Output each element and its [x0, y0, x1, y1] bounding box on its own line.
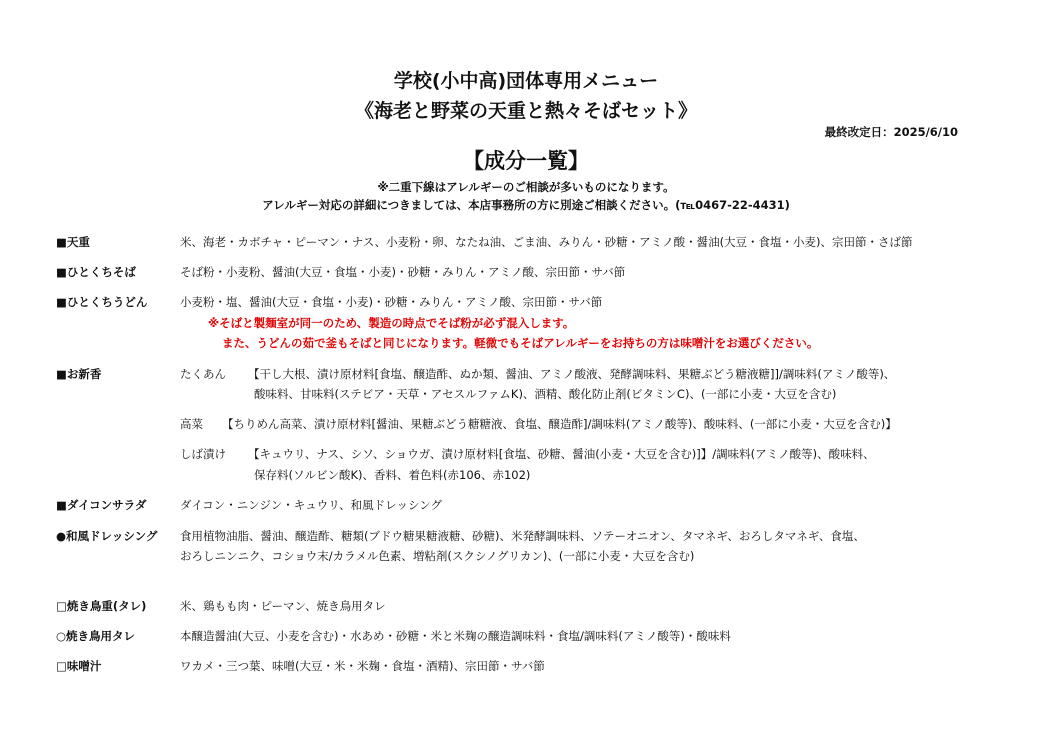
oshinko-shiba-line2: 保存料(ソルビン酸K)、香料、着色料(赤106、赤102) [254, 468, 531, 482]
item-label-tare: ○焼き鳥用タレ [56, 629, 136, 643]
item-ingredients-tenju: 米、海老・カボチャ・ピーマン・ナス、小麦粉・卵、なたね油、ごま油、みりん・砂糖・アミノ酸・醤油(大豆・食塩・小麦)、宗田節・さば節 [180, 235, 913, 249]
contact-note: アレルギー対応の詳細につきましては、本店事務所の方に別途ご相談ください。(℡0467-22-4431) [262, 198, 790, 212]
allergy-note: ※二重下線はアレルギーのご相談が多いものになります。 [377, 180, 675, 194]
oshinko-takuan-line2: 酸味料、甘味料(ステビア・天草・アセスルファムK)、酒精、酸化防止剤(ビタミンC)、(一部に小麦・大豆を含む) [254, 387, 837, 401]
item-label-tenju: ■天重 [56, 235, 90, 249]
udon-warning-line2: また、うどんの茹で釜もそばと同じになります。軽微でもそばアレルギーをお持ちの方は味噌汁をお選びください。 [222, 336, 819, 350]
item-ingredients-tare: 本醸造醤油(大豆、小麦を含む)・水あめ・砂糖・米と米麹の醸造調味料・食塩/調味料(アミノ酸等)・酸味料 [180, 629, 731, 643]
item-ingredients-salad: ダイコン・ニンジン・キュウリ、和風ドレッシング [180, 498, 443, 512]
item-ingredients-dressing-line2: おろしニンニク、コショウ末/カラメル色素、増粘剤(スクシノグリカン)、(一部に小麦・大豆を含む) [180, 549, 695, 563]
revision-date: 最終改定日：2025/6/10 [824, 125, 958, 139]
page-title-line2: 《海老と野菜の天重と熱々そばセット》 [354, 100, 697, 122]
oshinko-shiba-name: しば漬け [180, 447, 226, 461]
oshinko-shiba-line1: 【キュウリ、ナス、シソ、ショウガ、漬け原材料[食塩、砂糖、醤油(小麦・大豆を含む)]】/調味料(アミノ酸等)、酸味料、 [248, 447, 875, 461]
item-label-udon: ■ひとくちうどん [56, 295, 148, 309]
item-label-salad: ■ダイコンサラダ [56, 498, 147, 512]
oshinko-takuan-name: たくあん [180, 367, 226, 381]
oshinko-takana-line1: 【ちりめん高菜、漬け原材料[醤油、果糖ぶどう糖糖液、食塩、醸造酢]/調味料(アミノ酸等)、酸味料、(一部に小麦・大豆を含む)】 [222, 417, 897, 431]
oshinko-takuan-line1: 【干し大根、漬け原材料[食塩、醸造酢、ぬか類、醤油、アミノ酸液、発酵調味料、果糖ぶどう糖液糖]]/調味料(アミノ酸等)、 [248, 367, 896, 381]
item-label-yakitori: □焼き鳥重(タレ) [56, 599, 147, 613]
item-label-dressing: ●和風ドレッシング [56, 529, 158, 543]
item-label-miso: □味噌汁 [56, 659, 102, 673]
oshinko-takana-name: 高菜 [180, 417, 203, 431]
item-ingredients-yakitori: 米、鶏もも肉・ピーマン、焼き鳥用タレ [180, 599, 386, 613]
item-label-soba: ■ひとくちそば [56, 265, 136, 279]
page-title-line1: 学校(小中高)団体専用メニュー [393, 70, 659, 92]
item-ingredients-soba: そば粉・小麦粉、醤油(大豆・食塩・小麦)・砂糖・みりん・アミノ酸、宗田節・サバ節 [180, 265, 626, 279]
section-heading: 【成分一覧】 [463, 149, 589, 173]
udon-warning-line1: ※そばと製麺室が同一のため、製造の時点でそば粉が必ず混入します。 [208, 316, 575, 330]
item-ingredients-dressing-line1: 食用植物油脂、醤油、醸造酢、糖類(ブドウ糖果糖液糖、砂糖)、米発酵調味料、ソテーオニオン、タマネギ、おろしタマネギ、食塩、 [180, 529, 865, 543]
item-label-oshinko: ■お新香 [56, 367, 102, 381]
item-ingredients-udon: 小麦粉・塩、醤油(大豆・食塩・小麦)・砂糖・みりん・アミノ酸、宗田節・サバ節 [180, 295, 603, 309]
item-ingredients-miso: ワカメ・三つ葉、味噌(大豆・米・米麹・食塩・酒精)、宗田節・サバ節 [180, 659, 545, 673]
